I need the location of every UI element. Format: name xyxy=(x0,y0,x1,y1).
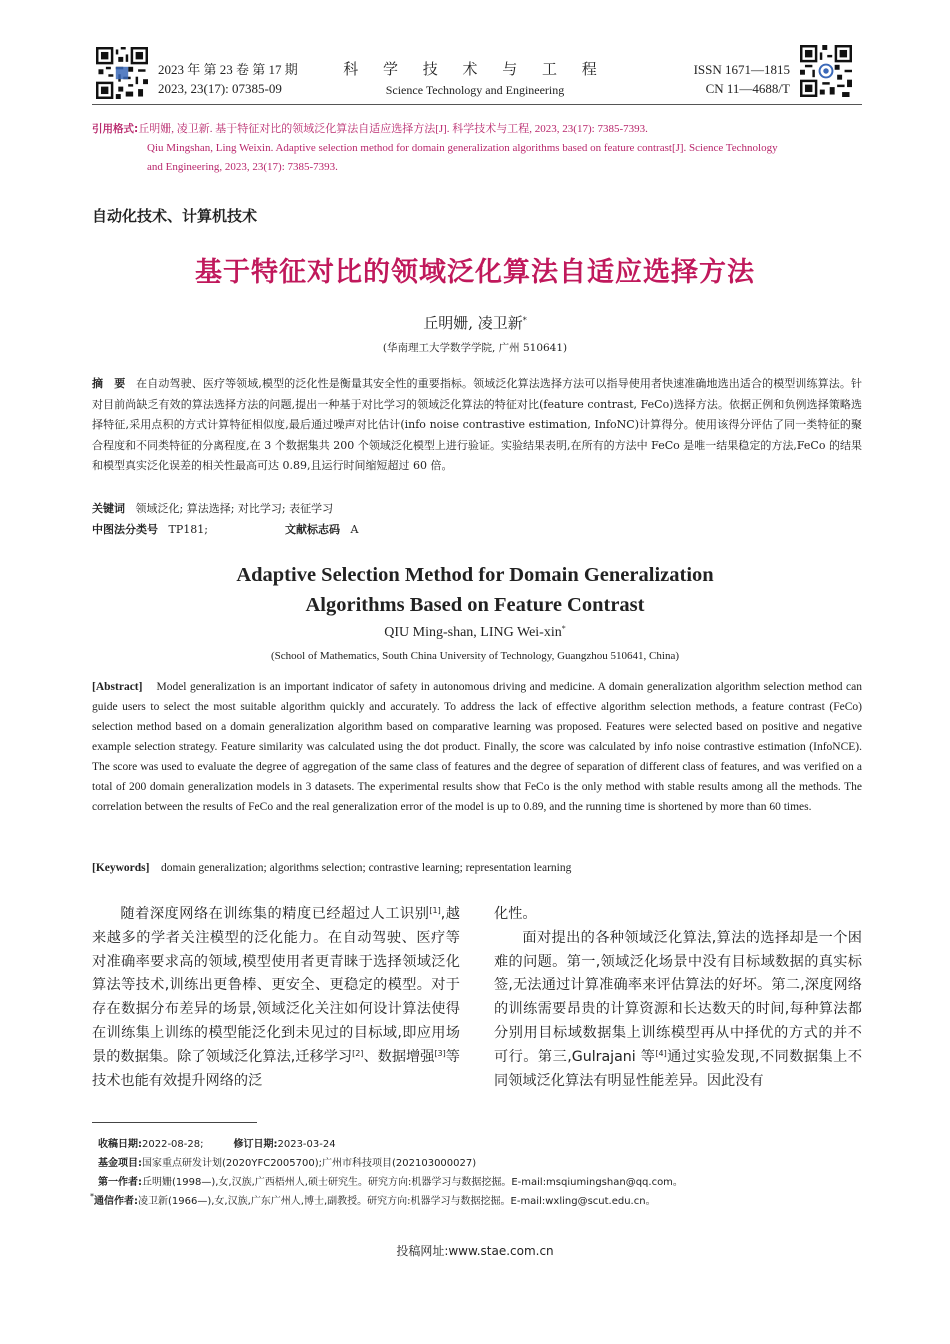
footnote-rule xyxy=(92,1122,257,1123)
revised-date: 2023-03-24 xyxy=(277,1139,336,1150)
keywords-zh-label: 关键词 xyxy=(92,502,125,515)
issn-info xyxy=(694,60,790,98)
received-label: 收稿日期: xyxy=(98,1139,142,1150)
issn: ISSN 1671—1815 xyxy=(693,62,790,77)
keywords-en-label: [Keywords] xyxy=(92,862,150,874)
journal-name xyxy=(0,58,950,98)
affiliation-en: (School of Mathematics, South China University of Technology, Guangzhou 510641, China) xyxy=(270,650,679,662)
abstract-zh-text: 在自动驾驶、医疗等领域,模型的泛化性是衡量其安全性的重要指标。领域泛化算法选择方法可以指导使用者快速准确地选出适合的模型训练算法。针对目前尚缺乏有效的算法选择方法的问题,提出一种基于对比学习的领域泛化算法的特征对比(feature contrast, FeCo)选择方法。依据正例和负例选择策略选择特征,采用点积的方式计算特征相似度,最后通过噪声对比估计(info noise contrastive estimation, InfoNC)计算得分。使用该得分评估了同一类特征的聚合程度和不同类特征的分离程度,在 3 个数据集共 200 个领域泛化模型上进行验证。实验结果表明,在所有的方法中 FeCo 是唯一结果稳定的方法,FeCo 的结果和模型真实泛化误差的相关性最高可达 0.89,且运行时间缩短超过 60 倍。 xyxy=(92,377,862,473)
authors-en-names: QIU Ming-shan, LING Wei-xin xyxy=(384,625,562,640)
submission-url: 投稿网址:www.stae.com.cn xyxy=(396,1244,554,1258)
header-rule xyxy=(92,104,862,105)
abstract-zh-label: 摘 要 xyxy=(92,377,126,390)
issue-zh: 2023 年 第 23 卷 第 17 期 xyxy=(158,62,298,77)
doc-code-value: A xyxy=(350,523,359,536)
abstract-en-label: [Abstract] xyxy=(92,681,143,693)
cn-number: CN 11—4688/T xyxy=(705,81,790,96)
body-paragraph-continued: 化性。 xyxy=(494,906,537,922)
citation-zh: 丘明姗, 凌卫新. 基于特征对比的领域泛化算法自适应选择方法[J]. 科学技术与工程, 2023, 23(17): 7385-7393. xyxy=(138,123,648,135)
body-right-column xyxy=(494,903,862,1093)
subject-category: 自动化技术、计算机技术 xyxy=(92,207,258,225)
journal-name-zh: 科 学 技 术 与 工 程 xyxy=(343,60,607,78)
citation-en-line1: Qiu Mingshan, Ling Weixin. Adaptive selection method for domain generalization algorithms based on feature contrast[J]. Science Technology xyxy=(147,142,778,154)
footnotes xyxy=(90,1135,862,1211)
body-paragraph: 随着深度网络在训练集的精度已经超过人工识别[1],越来越多的学者关注模型的泛化能力。在自动驾驶、医疗等对准确率要求高的领域,模型使用者更青睐于选择领域泛化算法等技术,训练出更鲁棒、更安全、更稳定的模型。对于存在数据分布差异的场景,领域泛化关注如何设计算法使得在训练集上训练的模型能泛化到未见过的目标域,即应用场景的数据集。除了领域泛化算法,迁移学习[2]、数据增强[3]等技术也能有效提升网络的泛 xyxy=(92,906,460,1089)
paper-title-zh: 基于特征对比的领域泛化算法自适应选择方法 xyxy=(195,257,755,288)
issue-en: 2023, 23(17): 07385-09 xyxy=(158,81,282,96)
citation-label: 引用格式: xyxy=(92,123,139,135)
authors-en xyxy=(0,625,950,641)
classification xyxy=(92,520,862,541)
ref-1: [1] xyxy=(429,906,441,915)
title-en-line2: Algorithms Based on Feature Contrast xyxy=(305,594,645,616)
title-en-line1: Adaptive Selection Method for Domain Generalization xyxy=(236,564,714,586)
body-left-column xyxy=(92,903,460,1093)
footnote-dates xyxy=(98,1135,862,1154)
abstract-en-text: Model generalization is an important indicator of safety in autonomous driving and medicine. A domain generalization algorithm selection method can guide users to select the most suitable algorithm quickly and accurately. To address the lack of effective algorithm selection methods, a feature contrast (FeCo) selection method based on a domain generalization algorithm based on comparative learning was proposed. Features were selected based on positive and negative example selection strategy. Feature similarity was calculated using the dot product. Finally, the score was calculated by info noise contrastive estimation (InfoNCE). The score was used to evaluate the degree of aggregation of the same class of features and the degree of separation of different class of features, and was verified on a total of 200 domain generalization models in 3 datasets. The experimental results show that FeCo is the only method with stable results among all the methods. The correlation between the results of FeCo and the real generalization error of the model is up to 0.89, and the running time is shortened by more than 60 times. xyxy=(92,681,863,813)
clc-label: 中图法分类号 xyxy=(92,523,158,536)
doc-code-label: 文献标志码 xyxy=(284,523,340,536)
keywords-en xyxy=(92,858,862,878)
received-date: 2022-08-28; xyxy=(142,1139,204,1150)
keywords-en-text: domain generalization; algorithms selection; contrastive learning; representation learning xyxy=(161,862,572,874)
citation-en-line2: and Engineering, 2023, 23(17): 7385-7393. xyxy=(147,161,338,173)
journal-name-en: Science Technology and Engineering xyxy=(385,83,565,97)
footnote-corresponding-author: *通信作者:凌卫新(1966—),女,汉族,广东广州人,博士,副教授。研究方向:机器学习与数据挖掘。E-mail:wxling@scut.edu.cn。 xyxy=(90,1192,656,1207)
citation-block xyxy=(92,120,862,177)
footnote-fund: 基金项目:国家重点研发计划(2020YFC2005700);广州市科技项目(202103000027) xyxy=(98,1158,477,1169)
clc-value: TP181; xyxy=(168,523,208,536)
ref-4: [4] xyxy=(655,1048,667,1058)
affiliation-zh: (华南理工大学数学学院, 广州 510641) xyxy=(382,342,568,354)
abstract-zh xyxy=(92,374,862,477)
abstract-en xyxy=(92,677,862,817)
ref-3: [3] xyxy=(434,1048,446,1058)
footnote-first-author: 第一作者:丘明姗(1998—),女,汉族,广西梧州人,硕士研究生。研究方向:机器学习与数据挖掘。E-mail:msqiumingshan@qq.com。 xyxy=(98,1177,683,1188)
body-paragraph: 面对提出的各种领域泛化算法,算法的选择却是一个困难的问题。第一,领域泛化场景中没有目标域数据的真实标签,无法通过计算准确率来评估算法的好坏。第二,深度网络的训练需要昂贵的计算资源和长达数天的时间,每种算法都分别用目标域数据集上训练模型再从中择优的方式的并不可行。第三,Gulrajani 等[4]通过实验发现,不同数据集上不同领域泛化算法有明显性能差异。因此没有 xyxy=(494,929,863,1089)
authors-zh-names: 丘明姗, 凌卫新 xyxy=(423,314,523,332)
corresponding-mark: * xyxy=(522,316,527,325)
corresponding-mark-en: * xyxy=(561,624,566,633)
ref-2: [2] xyxy=(352,1048,364,1058)
revised-label: 修订日期: xyxy=(233,1139,278,1150)
paper-title-en xyxy=(0,560,950,620)
authors-zh xyxy=(0,312,950,333)
keywords-zh xyxy=(92,499,862,520)
keywords-zh-text: 领域泛化; 算法选择; 对比学习; 表征学习 xyxy=(135,502,334,515)
